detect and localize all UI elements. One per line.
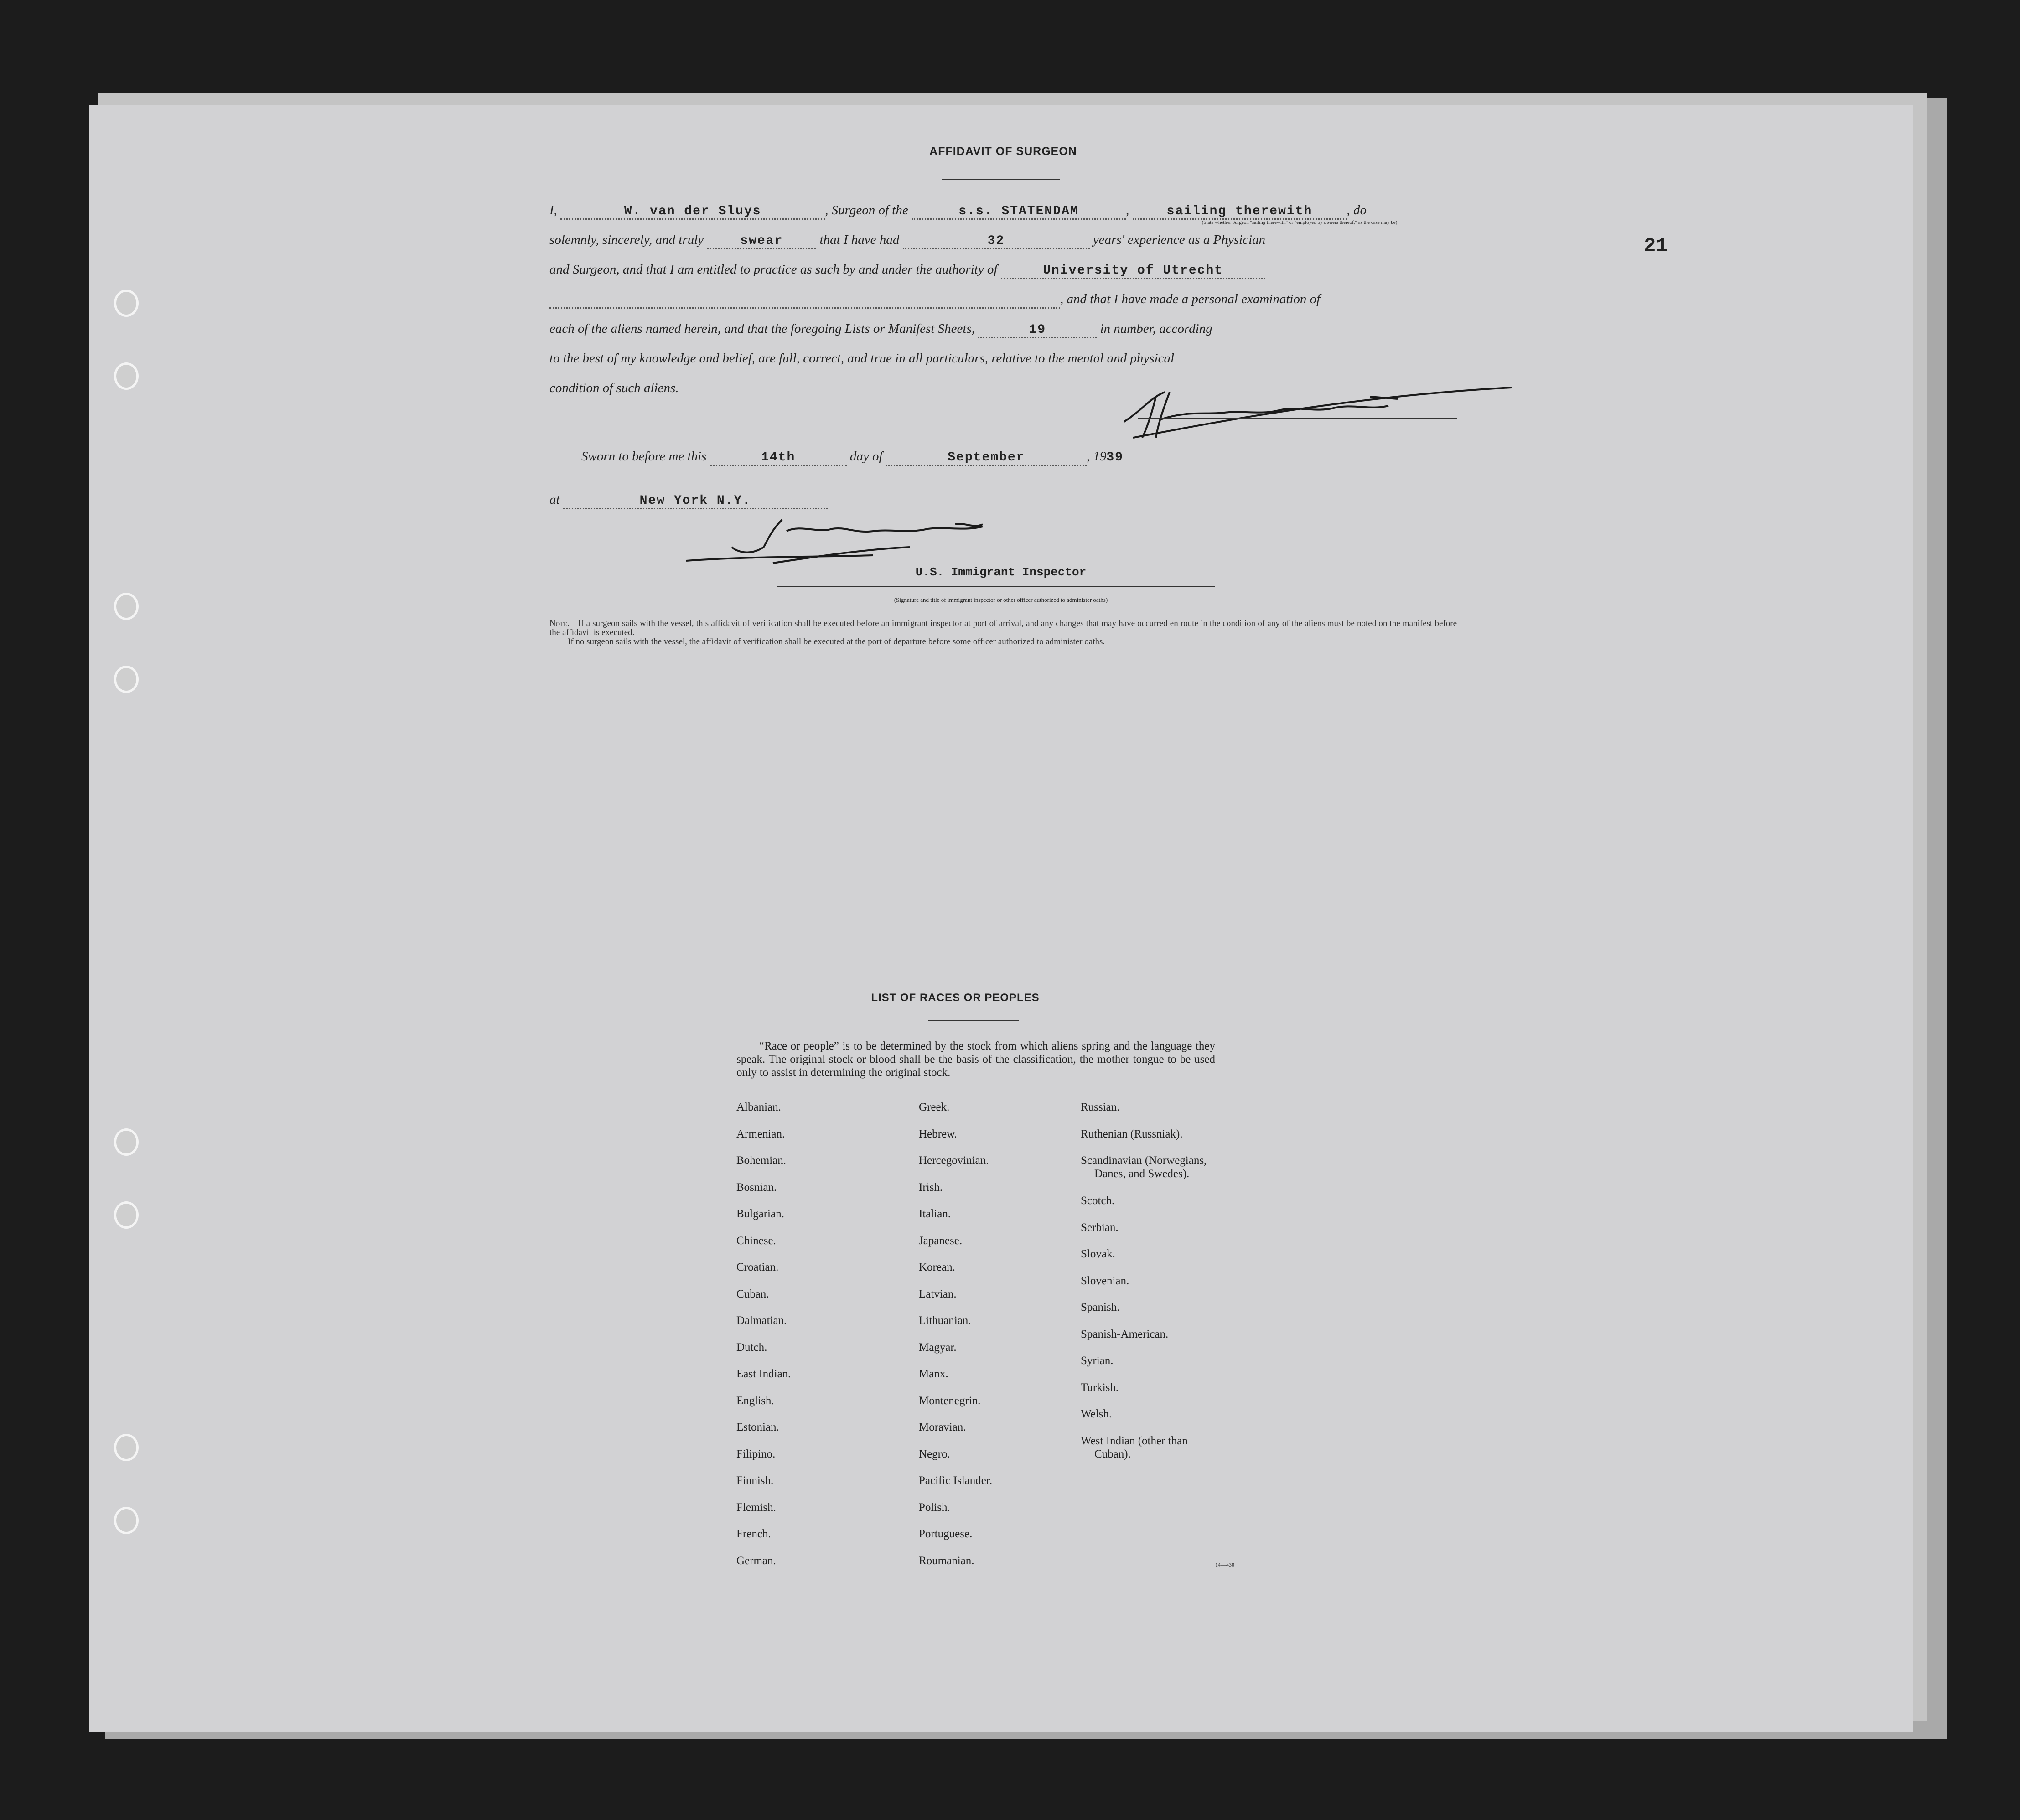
race-item: West Indian (other than [1081,1434,1188,1447]
race-item: Magyar. [919,1341,957,1354]
text: , Surgeon of the [825,203,908,217]
race-item: Latvian. [919,1287,957,1300]
race-item: Spanish-American. [1081,1328,1169,1340]
race-item: Bulgarian. [736,1208,784,1220]
ship-name-field: s.s. STATENDAM [912,204,1126,220]
text: that I have had [819,233,900,247]
text: day of [849,449,883,464]
binder-hole [114,1434,139,1461]
race-item: Armenian. [736,1127,785,1140]
race-item: Roumanian. [919,1554,974,1567]
text: in number, according [1100,321,1212,336]
race-item: Spanish. [1081,1301,1120,1313]
affidavit-line-4 [549,292,1320,309]
sworn-day-field: 14th [710,450,847,466]
race-item: Turkish. [1081,1381,1119,1394]
document-page [89,105,1913,1732]
race-item: Negro. [919,1448,950,1460]
race-item: Welsh. [1081,1408,1112,1420]
races-column-1 [736,1094,791,1574]
race-item: Scandinavian (Norwegians, [1081,1154,1207,1167]
text: each of the aliens named herein, and that the foregoing Lists or Manifest Sheets, [549,321,975,336]
race-item: Ruthenian (Russniak). [1081,1127,1183,1140]
affidavit-note [549,619,1457,646]
inspector-signature-line [777,586,1215,587]
affidavit-line-3 [549,262,1265,279]
race-item: Syrian. [1081,1355,1114,1367]
race-item: Russian. [1081,1101,1120,1113]
binder-hole [114,1507,139,1534]
race-item: English. [736,1394,774,1407]
race-item: Polish. [919,1501,950,1514]
race-item: Dutch. [736,1341,767,1354]
affidavit-line-5 [549,321,1212,338]
race-item: Chinese. [736,1234,776,1247]
note-text-2: If no surgeon sails with the vessel, the affidavit of verification shall be executed at the port of departure before some officer authorized to administer oaths. [568,637,1105,646]
race-item: Cuban). [1094,1448,1131,1460]
race-item: East Indian. [736,1368,791,1380]
race-item: Finnish. [736,1474,774,1487]
affidavit-title: AFFIDAVIT OF SURGEON [929,145,1077,158]
affidavit-line-2 [549,233,1265,249]
title-underline [942,179,1060,180]
authority-field: University of Utrecht [1001,264,1265,279]
surgeon-name-field: W. van der Sluys [560,204,825,220]
races-column-3 [1081,1094,1207,1461]
inspector-title: U.S. Immigrant Inspector [915,565,1087,579]
note-label: Note. [549,619,570,628]
binder-hole [114,593,139,620]
affidavit-line-6: to the best of my knowledge and belief, are full, correct, and true in all particulars, relative to the mental and physical [549,351,1175,366]
text: Sworn to before me this [581,449,707,464]
race-item: Irish. [919,1181,943,1194]
affidavit-line-7: condition of such aliens. [549,381,679,395]
binder-hole [114,1201,139,1229]
text: I, [549,203,557,217]
race-item: Croatian. [736,1261,779,1273]
race-item: Manx. [919,1368,948,1380]
note-text: —If a surgeon sails with the vessel, this affidavit of verification shall be executed before an immigrant inspector at port of arrival, and any changes that may have occurred en route in the condition of any of the aliens must be noted on the manifest before the affidavit is executed. [549,619,1457,637]
race-item: Danes, and Swedes). [1094,1168,1190,1180]
sheet-count-field: 19 [978,323,1097,338]
races-column-2 [919,1094,992,1574]
capacity-note: (State whether Surgeon "sailing therewith" or "employed by owners thereof," as the case may be) [1202,220,1398,225]
race-item: Italian. [919,1208,951,1220]
races-title-underline [928,1020,1019,1021]
binder-hole [114,290,139,317]
authority-field-cont [549,293,1060,309]
race-item: Slovak. [1081,1248,1115,1260]
text: , do [1347,203,1367,217]
race-item: Korean. [919,1261,955,1273]
race-item: Dalmatian. [736,1314,787,1327]
text: , [1126,203,1129,217]
binder-hole [114,666,139,693]
race-item: Scotch. [1081,1194,1115,1207]
inspector-note: (Signature and title of immigrant inspector or other officer authorized to administer oaths) [894,596,1108,603]
text: at [549,492,560,507]
race-item: Greek. [919,1101,950,1113]
binder-hole [114,362,139,390]
page-number: 21 [1644,235,1668,258]
sworn-month-field: September [886,450,1087,466]
text: solemnly, sincerely, and truly [549,233,704,247]
race-item: French. [736,1528,771,1540]
race-item: Flemish. [736,1501,776,1514]
race-item: Estonian. [736,1421,779,1433]
binder-hole [114,1128,139,1156]
surgeon-signature [1115,378,1525,447]
race-item: Albanian. [736,1101,781,1113]
race-item: Portuguese. [919,1528,973,1540]
affidavit-line-1 [549,203,1367,220]
race-item: Filipino. [736,1448,776,1460]
surgeon-signature-line [1138,418,1457,419]
years-field: 32 [903,234,1090,249]
text: and Surgeon, and that I am entitled to practice as such by and under the authority of [549,262,998,277]
text: years' experience as a Physician [1093,233,1266,247]
form-code: 14—430 [1215,1561,1234,1568]
sworn-year-field: 39 [1106,450,1124,465]
race-item: Pacific Islander. [919,1474,993,1487]
race-item: Bohemian. [736,1154,787,1167]
place-field: New York N.Y. [563,494,828,509]
race-item: German. [736,1554,776,1567]
sworn-line [581,449,1124,466]
race-item: Cuban. [736,1287,769,1300]
races-title: LIST OF RACES OR PEOPLES [871,992,1040,1004]
text: , 19 [1086,449,1107,464]
text: , and that I have made a personal examination of [1060,292,1321,306]
race-item: Japanese. [919,1234,963,1247]
race-item: Lithuanian. [919,1314,971,1327]
capacity-field: sailing therewith [1133,204,1347,220]
race-item: Serbian. [1081,1221,1119,1234]
races-intro: “Race or people” is to be determined by the stock from which aliens spring and the language they speak. The original stock or blood shall be the basis of the classification, the mother tongue to be used only to assist in determining the original stock. [736,1040,1215,1079]
race-item: Bosnian. [736,1181,777,1194]
inspector-signature [682,506,1069,570]
oath-field: swear [707,234,816,249]
race-item: Hercegovinian. [919,1154,989,1167]
race-item: Hebrew. [919,1127,957,1140]
race-item: Montenegrin. [919,1394,981,1407]
race-item: Moravian. [919,1421,966,1433]
race-item: Slovenian. [1081,1274,1129,1287]
